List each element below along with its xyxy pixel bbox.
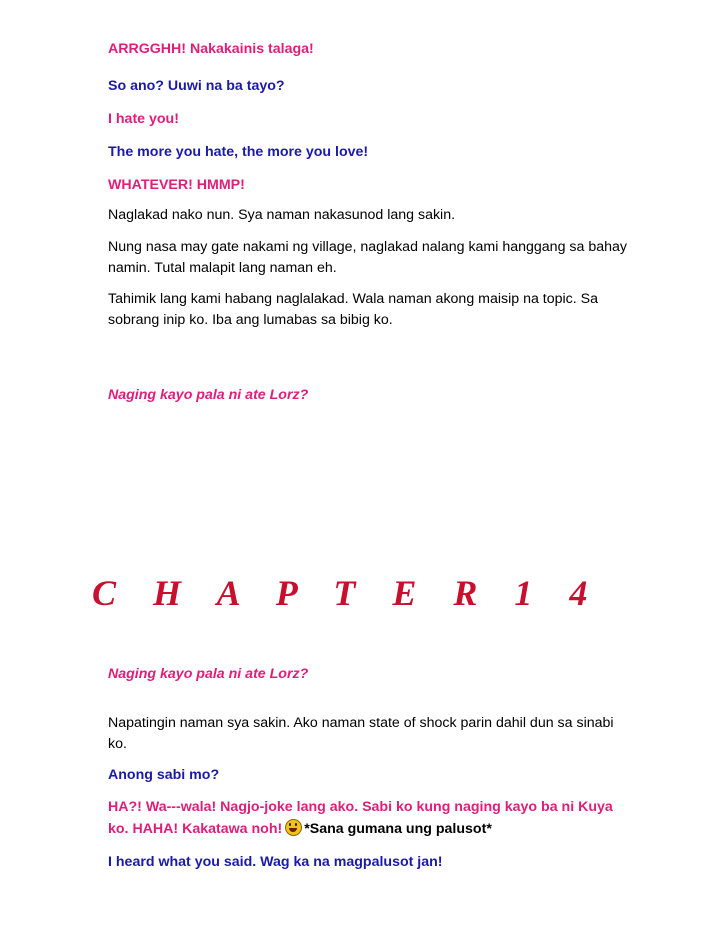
dialogue-line: ARRGGHH! Nakakainis talaga!	[108, 41, 314, 57]
dialogue-line: WHATEVER! HMMP!	[108, 177, 245, 193]
narration-paragraph: Nung nasa may gate nakami ng village, naglakad nalang kami hanggang sa bahay namin. Tutal malapit lang naman eh.	[108, 239, 627, 276]
dialogue-text: HA?! Wa---wala! Nagjo-joke lang ako. Sabi ko kung naging kayo ba ni Kuya ko. HAHA! Kakatawa noh!	[108, 799, 613, 837]
chapter-heading: C H A P T E R 1 4	[92, 573, 602, 613]
laughing-smiley-icon	[285, 819, 302, 836]
dialogue-line: Anong sabi mo?	[108, 767, 220, 783]
narration-paragraph: Napatingin naman sya sakin. Ako naman state of shock parin dahil dun sa sinabi ko.	[108, 715, 614, 752]
dialogue-with-emoticon	[108, 796, 628, 840]
dialogue-line: I heard what you said. Wag ka na magpalusot jan!	[108, 854, 443, 870]
narration-paragraph: Naglakad nako nun. Sya naman nakasunod lang sakin.	[108, 207, 456, 223]
dialogue-line: Naging kayo pala ni ate Lorz?	[108, 666, 309, 682]
narration-paragraph: Tahimik lang kami habang naglalakad. Wala naman akong maisip na topic. Sa sobrang inip ko. Iba ang lumabas sa bibig ko.	[108, 291, 599, 328]
dialogue-line: So ano? Uuwi na ba tayo?	[108, 78, 285, 94]
dialogue-line: The more you hate, the more you love!	[108, 144, 369, 160]
dialogue-line: I hate you!	[108, 111, 179, 127]
inner-thought-text: *Sana gumana ung palusot*	[304, 821, 492, 837]
dialogue-line: Naging kayo pala ni ate Lorz?	[108, 387, 309, 403]
